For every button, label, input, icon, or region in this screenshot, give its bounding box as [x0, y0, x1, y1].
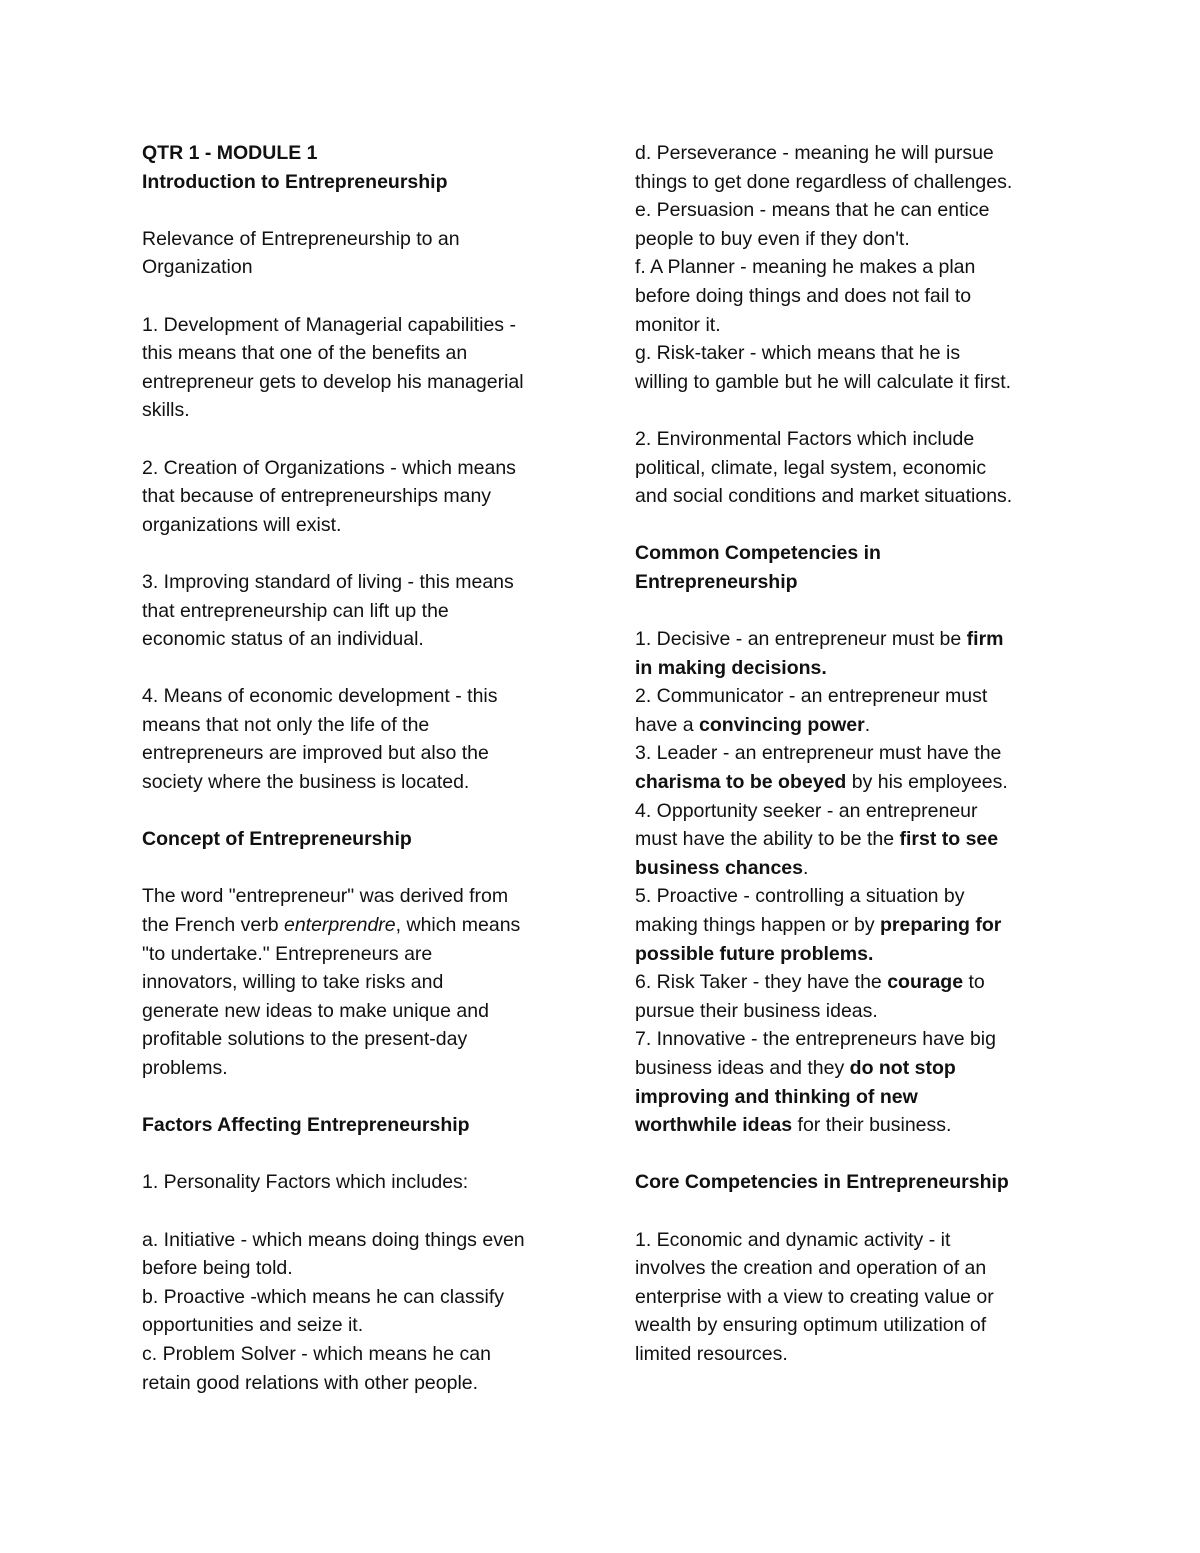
- personality-list: a. Initiative - which means doing things even before being told. b. Proactive -which means he can classify opportunities and seize it. c. Problem Solver - which means he can retain good relations with other people.: [142, 1226, 582, 1398]
- left-column: [142, 139, 582, 1397]
- concept-paragraph: The word "entrepreneur" was derived from the French verb enterprendre, which means "to undertake." Entrepreneurs are innovators, willing to take risks and generate new ideas to make unique and profitable solutions to the present-day problems.: [142, 885, 521, 1079]
- module-subtitle: Introduction to Entrepreneurship: [142, 170, 448, 193]
- personality-factors: 1. Personality Factors which includes:: [142, 1171, 469, 1194]
- relevance-item-3: 3. Improving standard of living - this means that entrepreneurship can lift up the economic status of an individual.: [142, 570, 514, 651]
- list-item: 6. Risk Taker - they have the courage to: [635, 971, 985, 994]
- core-competencies-heading: Core Competencies in Entrepreneurship: [635, 1171, 1009, 1194]
- relevance-item-2: 2. Creation of Organizations - which means that because of entrepreneurships many organizations will exist.: [142, 456, 516, 536]
- environmental-factors: 2. Environmental Factors which include political, climate, legal system, economic and social conditions and market situations.: [635, 427, 1013, 508]
- factors-heading: Factors Affecting Entrepreneurship: [142, 1114, 470, 1137]
- list-item: e. Persuasion - means that he can entice: [635, 199, 990, 222]
- list-item: b. Proactive -which means he can classify: [142, 1285, 504, 1308]
- list-item: 1. Decisive - an entrepreneur must be firm: [635, 628, 1004, 651]
- list-item: f. A Planner - meaning he makes a plan: [635, 256, 976, 279]
- relevance-heading: Relevance of Entrepreneurship to an Organization: [142, 227, 460, 279]
- list-item: 4. Opportunity seeker - an entrepreneur: [635, 799, 978, 822]
- relevance-item-1: 1. Development of Managerial capabilities - this means that one of the benefits an entrepreneur gets to develop his managerial skills.: [142, 313, 524, 422]
- list-item: g. Risk-taker - which means that he is: [635, 342, 961, 365]
- list-item: 7. Innovative - the entrepreneurs have big: [635, 1028, 996, 1051]
- list-item: a. Initiative - which means doing things even: [142, 1228, 525, 1251]
- concept-heading: Concept of Entrepreneurship: [142, 828, 412, 851]
- list-item: 2. Communicator - an entrepreneur must: [635, 685, 988, 708]
- list-item: 3. Leader - an entrepreneur must have the: [635, 742, 1002, 765]
- italic-term: enterprendre: [283, 914, 396, 937]
- list-item: 5. Proactive - controlling a situation by: [635, 885, 965, 908]
- relevance-item-4: 4. Means of economic development - this means that not only the life of the entrepreneurs are improved but also the society where the business is located.: [142, 685, 498, 794]
- list-item: c. Problem Solver - which means he can: [142, 1342, 491, 1365]
- common-competencies-list: 1. Decisive - an entrepreneur must be firm in making decisions. 2. Communicator - an entrepreneur must have a convincing power. 3. Leader - an entrepreneur must have the charisma to be obeyed by his employees. 4. Opportunity seeker - an entrepreneur must have the ability to be the first to see business chances. 5. Proactive - controlling a situation by making things happen or by preparing for possible future problems. 6. Risk Taker - they have the courage to pursue their business ideas. 7. Innovative - the entrepreneurs have big business ideas and they do not stop improving and thinking of new worthwhile ideas for their business.: [635, 625, 1085, 1140]
- personality-list-continued: d. Perseverance - meaning he will pursue things to get done regardless of challenges. e. Persuasion - means that he can entice people to buy even if they don't. f. A Planner - meaning he makes a plan before doing things and does not fail to monitor it. g. Risk-taker - which means that he is willing to gamble but he will calculate it first.: [635, 139, 1085, 396]
- common-competencies-heading: Common Competencies in Entrepreneurship: [635, 542, 881, 593]
- module-title: QTR 1 - MODULE 1: [142, 142, 318, 164]
- list-item: d. Perseverance - meaning he will pursue: [635, 142, 994, 164]
- right-column: [635, 139, 1085, 1369]
- core-competency-item-1: 1. Economic and dynamic activity - it involves the creation and operation of an enterprise with a view to creating value or wealth by ensuring optimum utilization of limited resources.: [635, 1228, 994, 1365]
